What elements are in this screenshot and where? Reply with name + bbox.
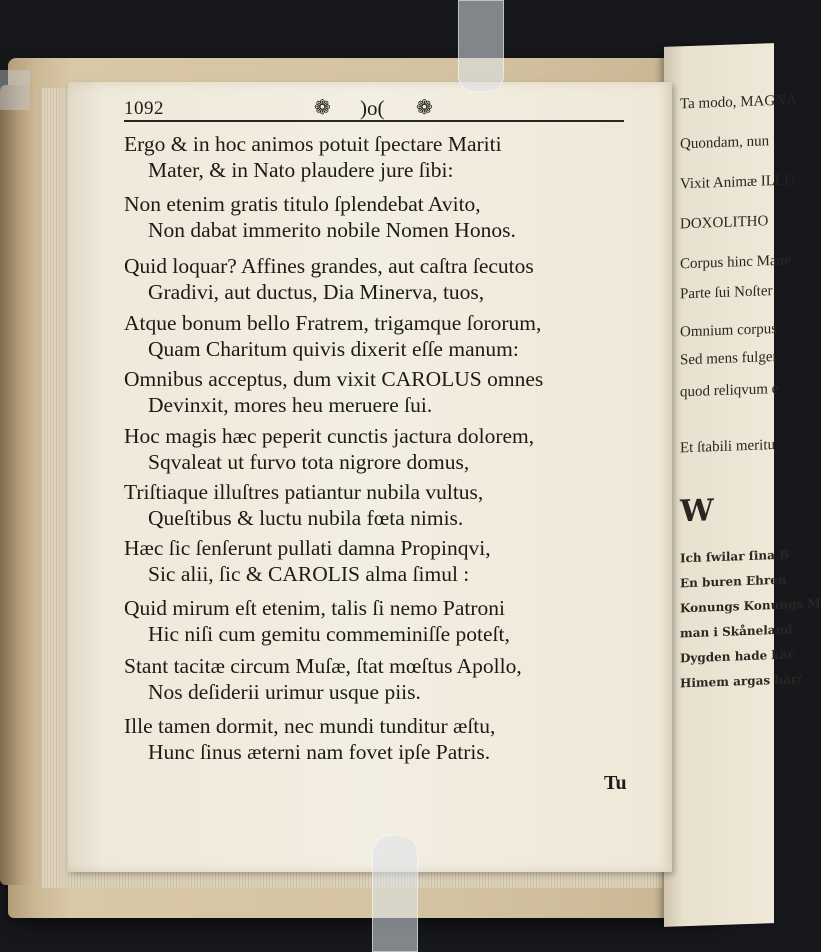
verse <box>124 714 495 765</box>
facing-line: Sed mens fulger <box>680 348 778 369</box>
facing-line: DOXOLITHO <box>680 213 769 233</box>
verse-line: Atque bonum bello Fratrem, trigamque ſororum, <box>124 311 542 335</box>
verse-line: Ille tamen dormit, nec mundi tunditur æſtu, <box>124 714 496 738</box>
verse-line-indented: Quam Charitum quivis dixerit eſſe manum: <box>148 336 519 361</box>
facing-line: Parte ſui Noſter <box>680 283 773 303</box>
facing-line: Ta modo, MAGNA <box>680 92 797 113</box>
book-spine <box>0 85 36 885</box>
verse <box>124 254 534 305</box>
verse-line-indented: Hic niſi cum gemitu commeminiſſe poteſt, <box>148 621 510 646</box>
verse <box>124 311 541 362</box>
verse-line-indented: Non dabat immerito nobile Nomen Honos. <box>148 217 516 242</box>
verse <box>124 132 502 183</box>
verse-line-indented: Sic alii, ſic & CAROLIS alma ſimul : <box>148 561 470 586</box>
verse <box>124 367 543 418</box>
page-header <box>124 96 684 122</box>
verse-line: Omnibus acceptus, dum vixit CAROLUS omnes <box>124 367 544 391</box>
verse-line-indented: Queſtibus & luctu nubila fœta nimis. <box>148 505 464 530</box>
facing-line: Omnium corpus <box>680 320 778 341</box>
page-number: 1092 <box>124 98 164 119</box>
flower-ornament-icon: ❁ <box>314 97 331 119</box>
facing-line: Corpus hinc Mane <box>680 252 791 273</box>
verse <box>124 424 534 475</box>
verse <box>124 536 491 587</box>
facing-line: W <box>680 493 714 530</box>
center-ornament-icon: )o( <box>360 96 385 120</box>
facing-line: Quondam, nun <box>680 133 770 153</box>
verse <box>124 192 516 243</box>
verse <box>124 480 483 531</box>
catchword: Tu <box>604 772 627 794</box>
text-page <box>68 82 672 872</box>
verse-line: Hoc magis hæc peperit cunctis jactura dolorem, <box>124 424 535 448</box>
mount-tab-left <box>0 70 30 110</box>
verse-line-indented: Sqvaleat ut furvo tota nigrore domus, <box>148 449 470 474</box>
facing-page <box>664 43 821 927</box>
facing-line: Et ſtabili meritu <box>680 437 775 457</box>
verse-line: Ergo & in hoc animos potuit ſpectare Mariti <box>124 132 502 156</box>
verse-line: Quid mirum eſt etenim, talis ſi nemo Patroni <box>124 596 505 620</box>
page-clip-top <box>458 0 504 92</box>
verse <box>124 596 510 647</box>
verse-line-indented: Hunc ſinus æterni nam fovet ipſe Patris. <box>148 739 491 764</box>
verse-line-indented: Nos deſiderii urimur usque piis. <box>148 679 421 704</box>
verse-line-indented: Mater, & in Nato plaudere jure ſibi: <box>148 157 454 182</box>
flower-ornament-icon: ❁ <box>416 97 433 119</box>
page-clip-bottom <box>372 835 418 952</box>
facing-line: Konungs Konungs M <box>680 596 821 616</box>
facing-line: man i Skåneland <box>680 622 793 641</box>
facing-line: Himem argas här/ <box>680 672 802 691</box>
verse-line-indented: Gradivi, aut ductus, Dia Minerva, tuos, <box>148 279 485 304</box>
verse-line: Hæc ſic ſenſerunt pullati damna Propinqvi, <box>124 536 491 560</box>
facing-line: En buren Ehren <box>680 572 787 591</box>
facing-line: Dygden hade kär <box>680 647 794 666</box>
verse-line: Quid loquar? Affines grandes, aut caſtra ſecutos <box>124 254 534 278</box>
verse-line: Triſtiaque illuſtres patiantur nubila vultus, <box>124 480 484 504</box>
verse-line-indented: Devinxit, mores heu meruere ſui. <box>148 392 433 417</box>
facing-line: quod reliqvum e <box>680 380 779 401</box>
header-rule <box>124 120 624 122</box>
verse-line: Non etenim gratis titulo ſplendebat Avito, <box>124 192 481 216</box>
facing-line: Vixit Animæ ILLU <box>680 172 795 193</box>
verse-line: Stant tacitæ circum Muſæ, ſtat mœſtus Apollo, <box>124 654 522 678</box>
facing-line: Ich ſwilar ſina B <box>680 547 790 566</box>
verse <box>124 654 522 705</box>
